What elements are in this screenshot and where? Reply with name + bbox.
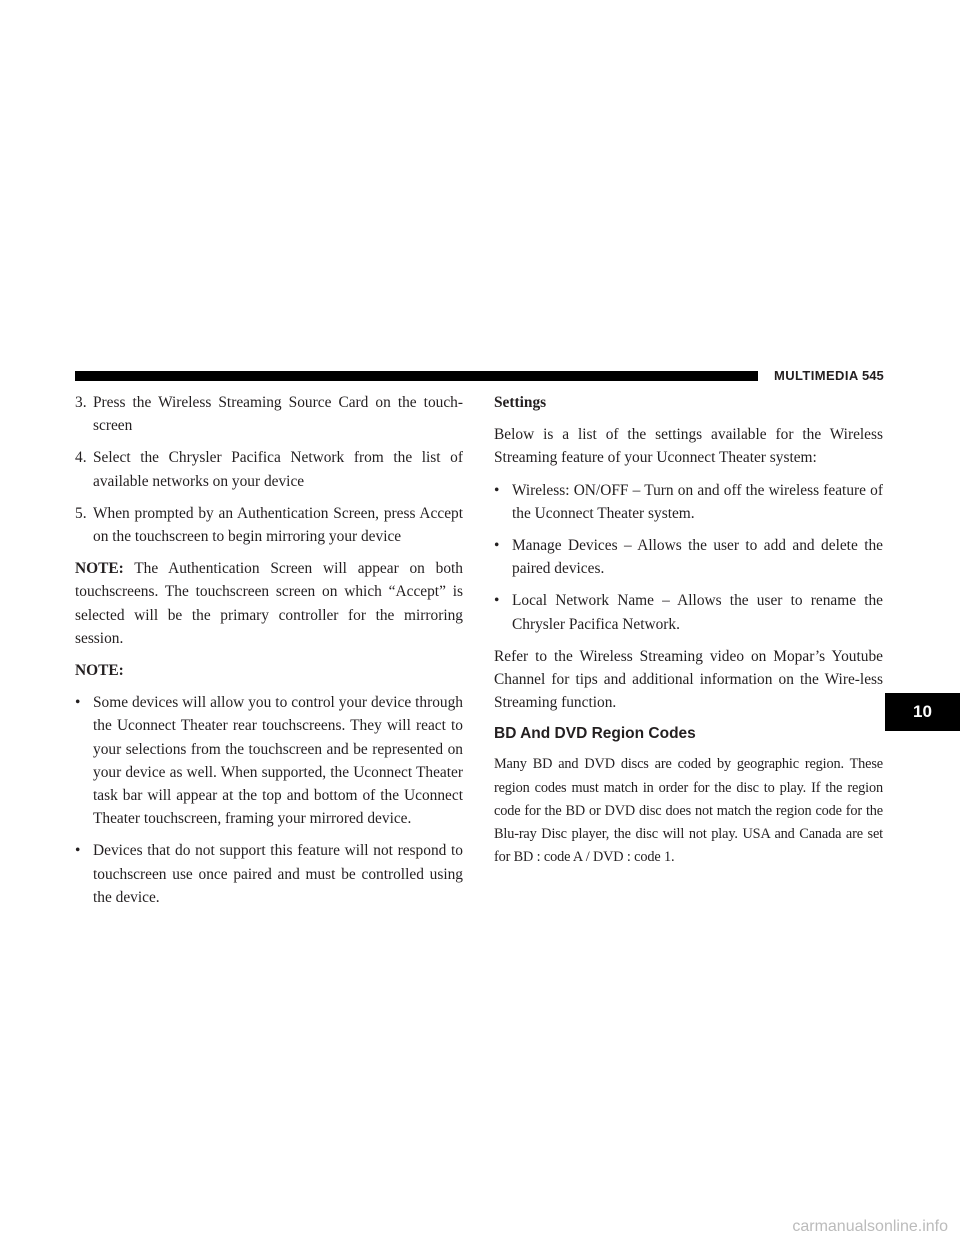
list-item [75,839,463,909]
list-item-text: Devices that do not support this feature will not respond to touchscreen use once paired and must be controlled using the device. [93,842,463,906]
step-item [75,446,463,492]
refer-paragraph: Refer to the Wireless Streaming video on Mopar’s Youtube Channel for tips and additional information on the Wire-less Streaming function. [494,647,883,712]
note-paragraph [75,557,463,650]
step-text: Press the Wireless Streaming Source Card on the touch-screen [93,394,463,435]
settings-heading: Settings [494,394,547,411]
region-codes-paragraph: Many BD and DVD discs are coded by geographic region. These region codes must match in order for the disc to play. If the region code for the BD or DVD disc does not match the region code for the Blu-ray Disc player, the disc will not play. USA and Canada are set for BD : code A / DVD : code 1. [494,756,883,866]
chapter-tab: 10 [885,693,960,731]
step-item [75,502,463,548]
note-label: NOTE: [75,662,124,680]
bullet-icon: • [494,592,500,610]
step-text: When prompted by an Authentication Screen, press Accept on the touchscreen to begin mirroring your device [93,504,463,546]
list-item-text: Local Network Name – Allows the user to rename the Chrysler Pacifica Network. [512,592,883,633]
list-item-text: Some devices will allow you to control your device through the Uconnect Theater rear touchscreens. They will react to your selections from the touchscreen and be represented on your device as well. When supported, the Uconnect Theater task bar will appear at the top and bottom of the Uconnect Theater touchscreen, framing your mirrored device. [93,694,463,828]
settings-intro: Below is a list of the settings available for the Wireless Streaming feature of your Uconnect Theater system: [494,426,883,467]
note-text: The Authentication Screen will appear on both touchscreens. The touchscreen screen on which “Accept” is selected will be the primary controller for the mirroring session. [75,560,463,647]
bullet-icon: • [494,481,500,499]
bullet-icon: • [75,694,81,712]
bullet-icon: • [75,842,81,860]
bullet-icon: • [494,537,500,555]
left-column [75,391,463,918]
list-item [494,589,883,635]
list-item [494,479,883,525]
step-number: 5. [75,504,87,522]
right-column [494,391,883,878]
step-text: Select the Chrysler Pacifica Network from the list of available networks on your device [93,449,463,490]
list-item-text: Wireless: ON/OFF – Turn on and off the wireless feature of the Uconnect Theater system. [512,481,883,522]
section-title: MULTIMEDIA [774,368,859,383]
region-codes-heading: BD And DVD Region Codes [494,725,696,743]
list-item [494,534,883,580]
watermark: carmanualsonline.info [792,1218,948,1235]
step-item [75,391,463,437]
list-item [75,691,463,830]
note-label: NOTE: [75,560,124,578]
page-number: 545 [862,368,884,383]
list-item-text: Manage Devices – Allows the user to add and delete the paired devices. [512,537,883,578]
step-number: 4. [75,449,87,467]
header-rule [75,371,758,381]
step-number: 3. [75,394,87,411]
